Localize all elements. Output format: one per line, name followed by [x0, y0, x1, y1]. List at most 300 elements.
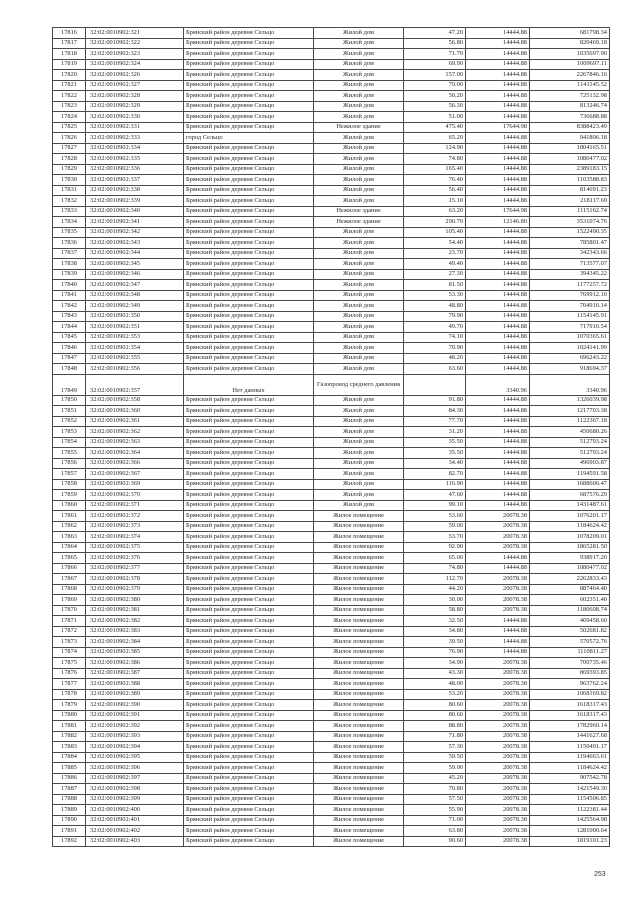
- cadastral-value-cell: 1425564.98: [530, 815, 610, 826]
- cadastral-value-cell: 8388423.49: [530, 122, 610, 133]
- area-value-cell: 71.70: [404, 49, 466, 60]
- area-value-cell: 53.20: [404, 689, 466, 700]
- cadastral-value-cell: 602351.40: [530, 595, 610, 606]
- cadastral-value-cell: 813246.74: [530, 101, 610, 112]
- area-value-cell: 27.30: [404, 269, 466, 280]
- cadastral-number-cell: 32:02:0010902:390: [86, 700, 184, 711]
- location-cell: Брянский район деревня Сельцо: [184, 836, 314, 847]
- cadastral-value-cell: 450680.26: [530, 427, 610, 438]
- specific-value-cell: 17644.98: [466, 122, 530, 133]
- cadastral-number-cell: 32:02:0010902:391: [86, 710, 184, 721]
- row-number-cell: 17866: [53, 563, 86, 574]
- cadastral-number-cell: 32:02:0010902:378: [86, 574, 184, 585]
- area-value-cell: 80.60: [404, 710, 466, 721]
- object-type-cell: Жилой дом: [314, 437, 404, 448]
- row-number-cell: 17868: [53, 584, 86, 595]
- cadastral-number-cell: 32:02:0010902:366: [86, 458, 184, 469]
- row-number-cell: 17849: [53, 374, 86, 395]
- table-row: [53, 836, 610, 847]
- specific-value-cell: 20078.38: [466, 836, 530, 847]
- table-body: [53, 28, 610, 847]
- cadastral-value-cell: 887464.40: [530, 584, 610, 595]
- table-row: [53, 794, 610, 805]
- cadastral-value-cell: 687576.29: [530, 490, 610, 501]
- area-value-cell: 290.70: [404, 217, 466, 228]
- cadastral-number-cell: 32:02:0010902:374: [86, 532, 184, 543]
- object-type-cell: Жилое помещение: [314, 553, 404, 564]
- specific-value-cell: 14444.88: [466, 479, 530, 490]
- row-number-cell: 17843: [53, 311, 86, 322]
- row-number-cell: 17840: [53, 280, 86, 291]
- object-type-cell: Жилой дом: [314, 311, 404, 322]
- object-type-cell: Нежилое здание: [314, 122, 404, 133]
- table-row: [53, 416, 610, 427]
- area-value-cell: [404, 374, 466, 395]
- cadastral-value-cell: 1080477.02: [530, 563, 610, 574]
- specific-value-cell: 20078.38: [466, 742, 530, 753]
- specific-value-cell: 20078.38: [466, 700, 530, 711]
- cadastral-value-cell: 769912.10: [530, 290, 610, 301]
- location-cell: Брянский район деревня Сельцо: [184, 248, 314, 259]
- area-value-cell: 79.00: [404, 80, 466, 91]
- cadastral-value-cell: 2389183.15: [530, 164, 610, 175]
- cadastral-value-cell: 785801.47: [530, 238, 610, 249]
- specific-value-cell: 20078.38: [466, 532, 530, 543]
- cadastral-number-cell: 32:02:0010902:389: [86, 689, 184, 700]
- row-number-cell: 17870: [53, 605, 86, 616]
- table-row: [53, 752, 610, 763]
- location-cell: Брянский район деревня Сельцо: [184, 206, 314, 217]
- location-cell: Брянский район деревня Сельцо: [184, 794, 314, 805]
- location-cell: Брянский район деревня Сельцо: [184, 458, 314, 469]
- area-value-cell: 124.90: [404, 143, 466, 154]
- cadastral-value-cell: 3340.96: [530, 374, 610, 395]
- location-cell: Брянский район деревня Сельцо: [184, 49, 314, 60]
- specific-value-cell: 14444.88: [466, 500, 530, 511]
- cadastral-value-cell: 2262833.43: [530, 574, 610, 585]
- object-type-cell: Жилой дом: [314, 490, 404, 501]
- location-cell: Брянский район деревня Сельцо: [184, 143, 314, 154]
- specific-value-cell: 12146.80: [466, 217, 530, 228]
- cadastral-value-cell: 1154506.85: [530, 794, 610, 805]
- cadastral-number-cell: 32:02:0010902:371: [86, 500, 184, 511]
- cadastral-number-cell: 32:02:0010902:335: [86, 154, 184, 165]
- object-type-cell: Жилое помещение: [314, 794, 404, 805]
- specific-value-cell: 14444.88: [466, 332, 530, 343]
- location-cell: Брянский район деревня Сельцо: [184, 668, 314, 679]
- row-number-cell: 17875: [53, 658, 86, 669]
- area-value-cell: 53.30: [404, 290, 466, 301]
- area-value-cell: 47.60: [404, 490, 466, 501]
- area-value-cell: 88.80: [404, 721, 466, 732]
- cadastral-number-cell: 32:02:0010902:324: [86, 59, 184, 70]
- area-value-cell: 63.80: [404, 826, 466, 837]
- cadastral-number-cell: 32:02:0010902:344: [86, 248, 184, 259]
- row-number-cell: 17829: [53, 164, 86, 175]
- cadastral-number-cell: 32:02:0010902:350: [86, 311, 184, 322]
- object-type-cell: Жилой дом: [314, 458, 404, 469]
- cadastral-value-cell: 1217703.38: [530, 406, 610, 417]
- table-row: [53, 311, 610, 322]
- table-row: [53, 395, 610, 406]
- cadastral-number-cell: 32:02:0010902:402: [86, 826, 184, 837]
- row-number-cell: 17857: [53, 469, 86, 480]
- row-number-cell: 17878: [53, 689, 86, 700]
- object-type-cell: Жилой дом: [314, 406, 404, 417]
- location-cell: Брянский район деревня Сельцо: [184, 742, 314, 753]
- location-cell: Брянский район деревня Сельцо: [184, 154, 314, 165]
- table-row: [53, 563, 610, 574]
- object-type-cell: Жилое помещение: [314, 616, 404, 627]
- object-type-cell: Жилой дом: [314, 269, 404, 280]
- location-cell: Брянский район деревня Сельцо: [184, 227, 314, 238]
- cadastral-value-cell: 1068169.82: [530, 689, 610, 700]
- area-value-cell: 48.80: [404, 301, 466, 312]
- area-value-cell: 105.40: [404, 227, 466, 238]
- area-value-cell: 45.20: [404, 773, 466, 784]
- table-row: [53, 49, 610, 60]
- table-row: [53, 595, 610, 606]
- location-cell: Брянский район деревня Сельцо: [184, 553, 314, 564]
- specific-value-cell: 14444.88: [466, 28, 530, 39]
- area-value-cell: 77.70: [404, 416, 466, 427]
- cadastral-value-cell: 918694.37: [530, 364, 610, 375]
- cadastral-number-cell: 32:02:0010902:382: [86, 616, 184, 627]
- area-value-cell: 43.30: [404, 668, 466, 679]
- area-value-cell: 57.30: [404, 742, 466, 753]
- row-number-cell: 17876: [53, 668, 86, 679]
- row-number-cell: 17839: [53, 269, 86, 280]
- specific-value-cell: 17644.98: [466, 206, 530, 217]
- location-cell: Брянский район деревня Сельцо: [184, 217, 314, 228]
- location-cell: Брянский район деревня Сельцо: [184, 752, 314, 763]
- row-number-cell: 17835: [53, 227, 86, 238]
- cadastral-value-cell: 1080477.02: [530, 154, 610, 165]
- row-number-cell: 17873: [53, 637, 86, 648]
- cadastral-number-cell: 32:02:0010902:346: [86, 269, 184, 280]
- table-row: [53, 185, 610, 196]
- cadastral-value-cell: 570572.76: [530, 637, 610, 648]
- table-row: [53, 164, 610, 175]
- row-number-cell: 17889: [53, 805, 86, 816]
- table-row: [53, 511, 610, 522]
- location-cell: Брянский район деревня Сельцо: [184, 815, 314, 826]
- cadastral-value-cell: 1194591.58: [530, 469, 610, 480]
- cadastral-value-cell: 681798.34: [530, 28, 610, 39]
- specific-value-cell: 14444.88: [466, 238, 530, 249]
- cadastral-number-cell: 32:02:0010902:395: [86, 752, 184, 763]
- cadastral-value-cell: 1184624.42: [530, 521, 610, 532]
- location-cell: Брянский район деревня Сельцо: [184, 584, 314, 595]
- area-value-cell: 49.70: [404, 322, 466, 333]
- row-number-cell: 17877: [53, 679, 86, 690]
- specific-value-cell: 14444.88: [466, 269, 530, 280]
- object-type-cell: Жилой дом: [314, 427, 404, 438]
- cadastral-number-cell: 32:02:0010902:388: [86, 679, 184, 690]
- cadastral-number-cell: 32:02:0010902:321: [86, 28, 184, 39]
- row-number-cell: 17833: [53, 206, 86, 217]
- cadastral-number-cell: 32:02:0010902:360: [86, 406, 184, 417]
- specific-value-cell: 14444.88: [466, 416, 530, 427]
- object-type-cell: Жилой дом: [314, 164, 404, 175]
- area-value-cell: 84.30: [404, 406, 466, 417]
- cadastral-value-cell: 1184624.42: [530, 763, 610, 774]
- table-row: [53, 689, 610, 700]
- specific-value-cell: 20078.38: [466, 574, 530, 585]
- object-type-cell: Жилое помещение: [314, 511, 404, 522]
- area-value-cell: 59.00: [404, 763, 466, 774]
- cadastral-number-cell: 32:02:0010902:351: [86, 322, 184, 333]
- cadastral-value-cell: 725132.98: [530, 91, 610, 102]
- table-row: [53, 101, 610, 112]
- location-cell: Брянский район деревня Сельцо: [184, 280, 314, 291]
- cadastral-number-cell: 32:02:0010902:400: [86, 805, 184, 816]
- table-row: [53, 28, 610, 39]
- specific-value-cell: 14444.88: [466, 626, 530, 637]
- object-type-cell: Жилой дом: [314, 101, 404, 112]
- object-type-cell: Жилой дом: [314, 143, 404, 154]
- cadastral-number-cell: 32:02:0010902:349: [86, 301, 184, 312]
- cadastral-number-cell: 32:02:0010902:334: [86, 143, 184, 154]
- cadastral-value-cell: 963762.24: [530, 679, 610, 690]
- area-value-cell: 69.90: [404, 59, 466, 70]
- cadastral-number-cell: 32:02:0010902:329: [86, 101, 184, 112]
- specific-value-cell: 14444.88: [466, 322, 530, 333]
- cadastral-number-cell: 32:02:0010902:375: [86, 542, 184, 553]
- row-number-cell: 17852: [53, 416, 86, 427]
- object-type-cell: Жилой дом: [314, 80, 404, 91]
- object-type-cell: Жилое помещение: [314, 542, 404, 553]
- location-cell: Брянский район деревня Сельцо: [184, 574, 314, 585]
- object-type-cell: Жилой дом: [314, 343, 404, 354]
- location-cell: Брянский район деревня Сельцо: [184, 91, 314, 102]
- row-number-cell: 17825: [53, 122, 86, 133]
- table-row: [53, 322, 610, 333]
- area-value-cell: 32.50: [404, 616, 466, 627]
- row-number-cell: 17872: [53, 626, 86, 637]
- location-cell: Брянский район деревня Сельцо: [184, 532, 314, 543]
- area-value-cell: 59.50: [404, 752, 466, 763]
- cadastral-number-cell: 32:02:0010902:370: [86, 490, 184, 501]
- object-type-cell: Жилой дом: [314, 469, 404, 480]
- location-cell: Брянский район деревня Сельцо: [184, 122, 314, 133]
- table-row: [53, 154, 610, 165]
- location-cell: Брянский район деревня Сельцо: [184, 343, 314, 354]
- cadastral-value-cell: 1070365.61: [530, 332, 610, 343]
- specific-value-cell: 14444.88: [466, 112, 530, 123]
- cadastral-number-cell: 32:02:0010902:401: [86, 815, 184, 826]
- object-type-cell: Жилое помещение: [314, 773, 404, 784]
- specific-value-cell: 14444.88: [466, 353, 530, 364]
- table-row: [53, 353, 610, 364]
- table-row: [53, 679, 610, 690]
- cadastral-value-cell: 1024141.99: [530, 343, 610, 354]
- table-row: [53, 227, 610, 238]
- object-type-cell: Жилое помещение: [314, 532, 404, 543]
- location-cell: Брянский район деревня Сельцо: [184, 364, 314, 375]
- cadastral-value-table: [52, 27, 610, 847]
- area-value-cell: 48.20: [404, 353, 466, 364]
- location-cell: Брянский район деревня Сельцо: [184, 542, 314, 553]
- cadastral-value-cell: 907542.78: [530, 773, 610, 784]
- cadastral-value-cell: 814691.23: [530, 185, 610, 196]
- row-number-cell: 17884: [53, 752, 86, 763]
- area-value-cell: 53.70: [404, 532, 466, 543]
- object-type-cell: Жилой дом: [314, 332, 404, 343]
- cadastral-number-cell: 32:02:0010902:394: [86, 742, 184, 753]
- cadastral-value-cell: 3531074.76: [530, 217, 610, 228]
- cadastral-number-cell: 32:02:0010902:358: [86, 395, 184, 406]
- specific-value-cell: 14444.88: [466, 490, 530, 501]
- cadastral-value-cell: 1618317.43: [530, 710, 610, 721]
- table-row: [53, 815, 610, 826]
- cadastral-value-cell: 1103588.83: [530, 175, 610, 186]
- table-row: [53, 38, 610, 49]
- row-number-cell: 17883: [53, 742, 86, 753]
- cadastral-value-cell: 342343.66: [530, 248, 610, 259]
- cadastral-value-cell: 938917.20: [530, 553, 610, 564]
- row-number-cell: 17832: [53, 196, 86, 207]
- specific-value-cell: 20078.38: [466, 605, 530, 616]
- row-number-cell: 17890: [53, 815, 86, 826]
- object-type-cell: Жилой дом: [314, 59, 404, 70]
- table-row: [53, 196, 610, 207]
- specific-value-cell: 14444.88: [466, 196, 530, 207]
- area-value-cell: 63.20: [404, 206, 466, 217]
- area-value-cell: 80.60: [404, 700, 466, 711]
- row-number-cell: 17880: [53, 710, 86, 721]
- table-row: [53, 742, 610, 753]
- area-value-cell: 34.40: [404, 458, 466, 469]
- row-number-cell: 17874: [53, 647, 86, 658]
- area-value-cell: 54.40: [404, 238, 466, 249]
- cadastral-value-cell: 1618317.43: [530, 700, 610, 711]
- table-row: [53, 784, 610, 795]
- table-row: [53, 448, 610, 459]
- area-value-cell: 165.40: [404, 164, 466, 175]
- cadastral-value-cell: 869393.85: [530, 668, 610, 679]
- specific-value-cell: 14444.88: [466, 395, 530, 406]
- table-row: [53, 206, 610, 217]
- cadastral-value-cell: 713577.07: [530, 259, 610, 270]
- cadastral-number-cell: 32:02:0010902:367: [86, 469, 184, 480]
- cadastral-number-cell: 32:02:0010902:337: [86, 175, 184, 186]
- cadastral-value-cell: 1115162.74: [530, 206, 610, 217]
- location-cell: Брянский район деревня Сельцо: [184, 616, 314, 627]
- cadastral-value-cell: 1819101.23: [530, 836, 610, 847]
- row-number-cell: 17888: [53, 794, 86, 805]
- row-number-cell: 17882: [53, 731, 86, 742]
- cadastral-number-cell: 32:02:0010902:369: [86, 479, 184, 490]
- location-cell: Брянский район деревня Сельцо: [184, 112, 314, 123]
- specific-value-cell: 14444.88: [466, 101, 530, 112]
- object-type-cell: Жилое помещение: [314, 626, 404, 637]
- cadastral-number-cell: 32:02:0010902:373: [86, 521, 184, 532]
- area-value-cell: 157.00: [404, 70, 466, 81]
- row-number-cell: 17828: [53, 154, 86, 165]
- table-row: [53, 637, 610, 648]
- location-cell: Брянский район деревня Сельцо: [184, 490, 314, 501]
- row-number-cell: 17823: [53, 101, 86, 112]
- specific-value-cell: 14444.88: [466, 427, 530, 438]
- area-value-cell: 475.40: [404, 122, 466, 133]
- table-row: [53, 301, 610, 312]
- table-row: [53, 143, 610, 154]
- cadastral-number-cell: 32:02:0010902:356: [86, 364, 184, 375]
- cadastral-value-cell: 1078209.01: [530, 532, 610, 543]
- cadastral-value-cell: 1782960.14: [530, 721, 610, 732]
- row-number-cell: 17881: [53, 721, 86, 732]
- area-value-cell: 53.60: [404, 511, 466, 522]
- row-number-cell: 17856: [53, 458, 86, 469]
- table-row: [53, 626, 610, 637]
- cadastral-value-cell: 1326039.98: [530, 395, 610, 406]
- cadastral-number-cell: 32:02:0010902:333: [86, 133, 184, 144]
- row-number-cell: 17861: [53, 511, 86, 522]
- location-cell: Брянский район деревня Сельцо: [184, 763, 314, 774]
- specific-value-cell: 14444.88: [466, 259, 530, 270]
- row-number-cell: 17867: [53, 574, 86, 585]
- object-type-cell: Жилое помещение: [314, 836, 404, 847]
- specific-value-cell: 14444.88: [466, 458, 530, 469]
- table-row: [53, 605, 610, 616]
- table-row: [53, 553, 610, 564]
- location-cell: Брянский район деревня Сельцо: [184, 805, 314, 816]
- cadastral-number-cell: 32:02:0010902:364: [86, 448, 184, 459]
- specific-value-cell: 14444.88: [466, 227, 530, 238]
- row-number-cell: 17834: [53, 217, 86, 228]
- cadastral-value-cell: 1076201.17: [530, 511, 610, 522]
- cadastral-value-cell: 1522490.35: [530, 227, 610, 238]
- object-type-cell: Жилой дом: [314, 70, 404, 81]
- specific-value-cell: 14444.88: [466, 59, 530, 70]
- object-type-cell: Жилой дом: [314, 448, 404, 459]
- cadastral-number-cell: 32:02:0010902:347: [86, 280, 184, 291]
- cadastral-value-cell: 736688.88: [530, 112, 610, 123]
- row-number-cell: 17851: [53, 406, 86, 417]
- area-value-cell: 15.10: [404, 196, 466, 207]
- cadastral-number-cell: 32:02:0010902:403: [86, 836, 184, 847]
- specific-value-cell: 14444.88: [466, 437, 530, 448]
- location-cell: Брянский район деревня Сельцо: [184, 311, 314, 322]
- row-number-cell: 17846: [53, 343, 86, 354]
- specific-value-cell: 3340.96: [466, 374, 530, 395]
- specific-value-cell: 14444.88: [466, 70, 530, 81]
- object-type-cell: Жилой дом: [314, 175, 404, 186]
- page-number: 253: [594, 871, 606, 878]
- specific-value-cell: 14444.88: [466, 154, 530, 165]
- specific-value-cell: 20078.38: [466, 658, 530, 669]
- table-row: [53, 773, 610, 784]
- cadastral-value-cell: 1865281.50: [530, 542, 610, 553]
- cadastral-value-cell: 1150491.17: [530, 742, 610, 753]
- row-number-cell: 17853: [53, 427, 86, 438]
- location-cell: Брянский район деревня Сельцо: [184, 511, 314, 522]
- location-cell: Брянский район деревня Сельцо: [184, 637, 314, 648]
- cadastral-number-cell: 32:02:0010902:377: [86, 563, 184, 574]
- cadastral-number-cell: 32:02:0010902:385: [86, 647, 184, 658]
- table-row: [53, 122, 610, 133]
- cadastral-number-cell: 32:02:0010902:336: [86, 164, 184, 175]
- location-cell: Брянский район деревня Сельцо: [184, 647, 314, 658]
- object-type-cell: Жилой дом: [314, 28, 404, 39]
- area-value-cell: 48.00: [404, 679, 466, 690]
- area-value-cell: 90.60: [404, 836, 466, 847]
- table-row: [53, 332, 610, 343]
- table-row: [53, 700, 610, 711]
- table-row: [53, 59, 610, 70]
- cadastral-number-cell: 32:02:0010902:392: [86, 721, 184, 732]
